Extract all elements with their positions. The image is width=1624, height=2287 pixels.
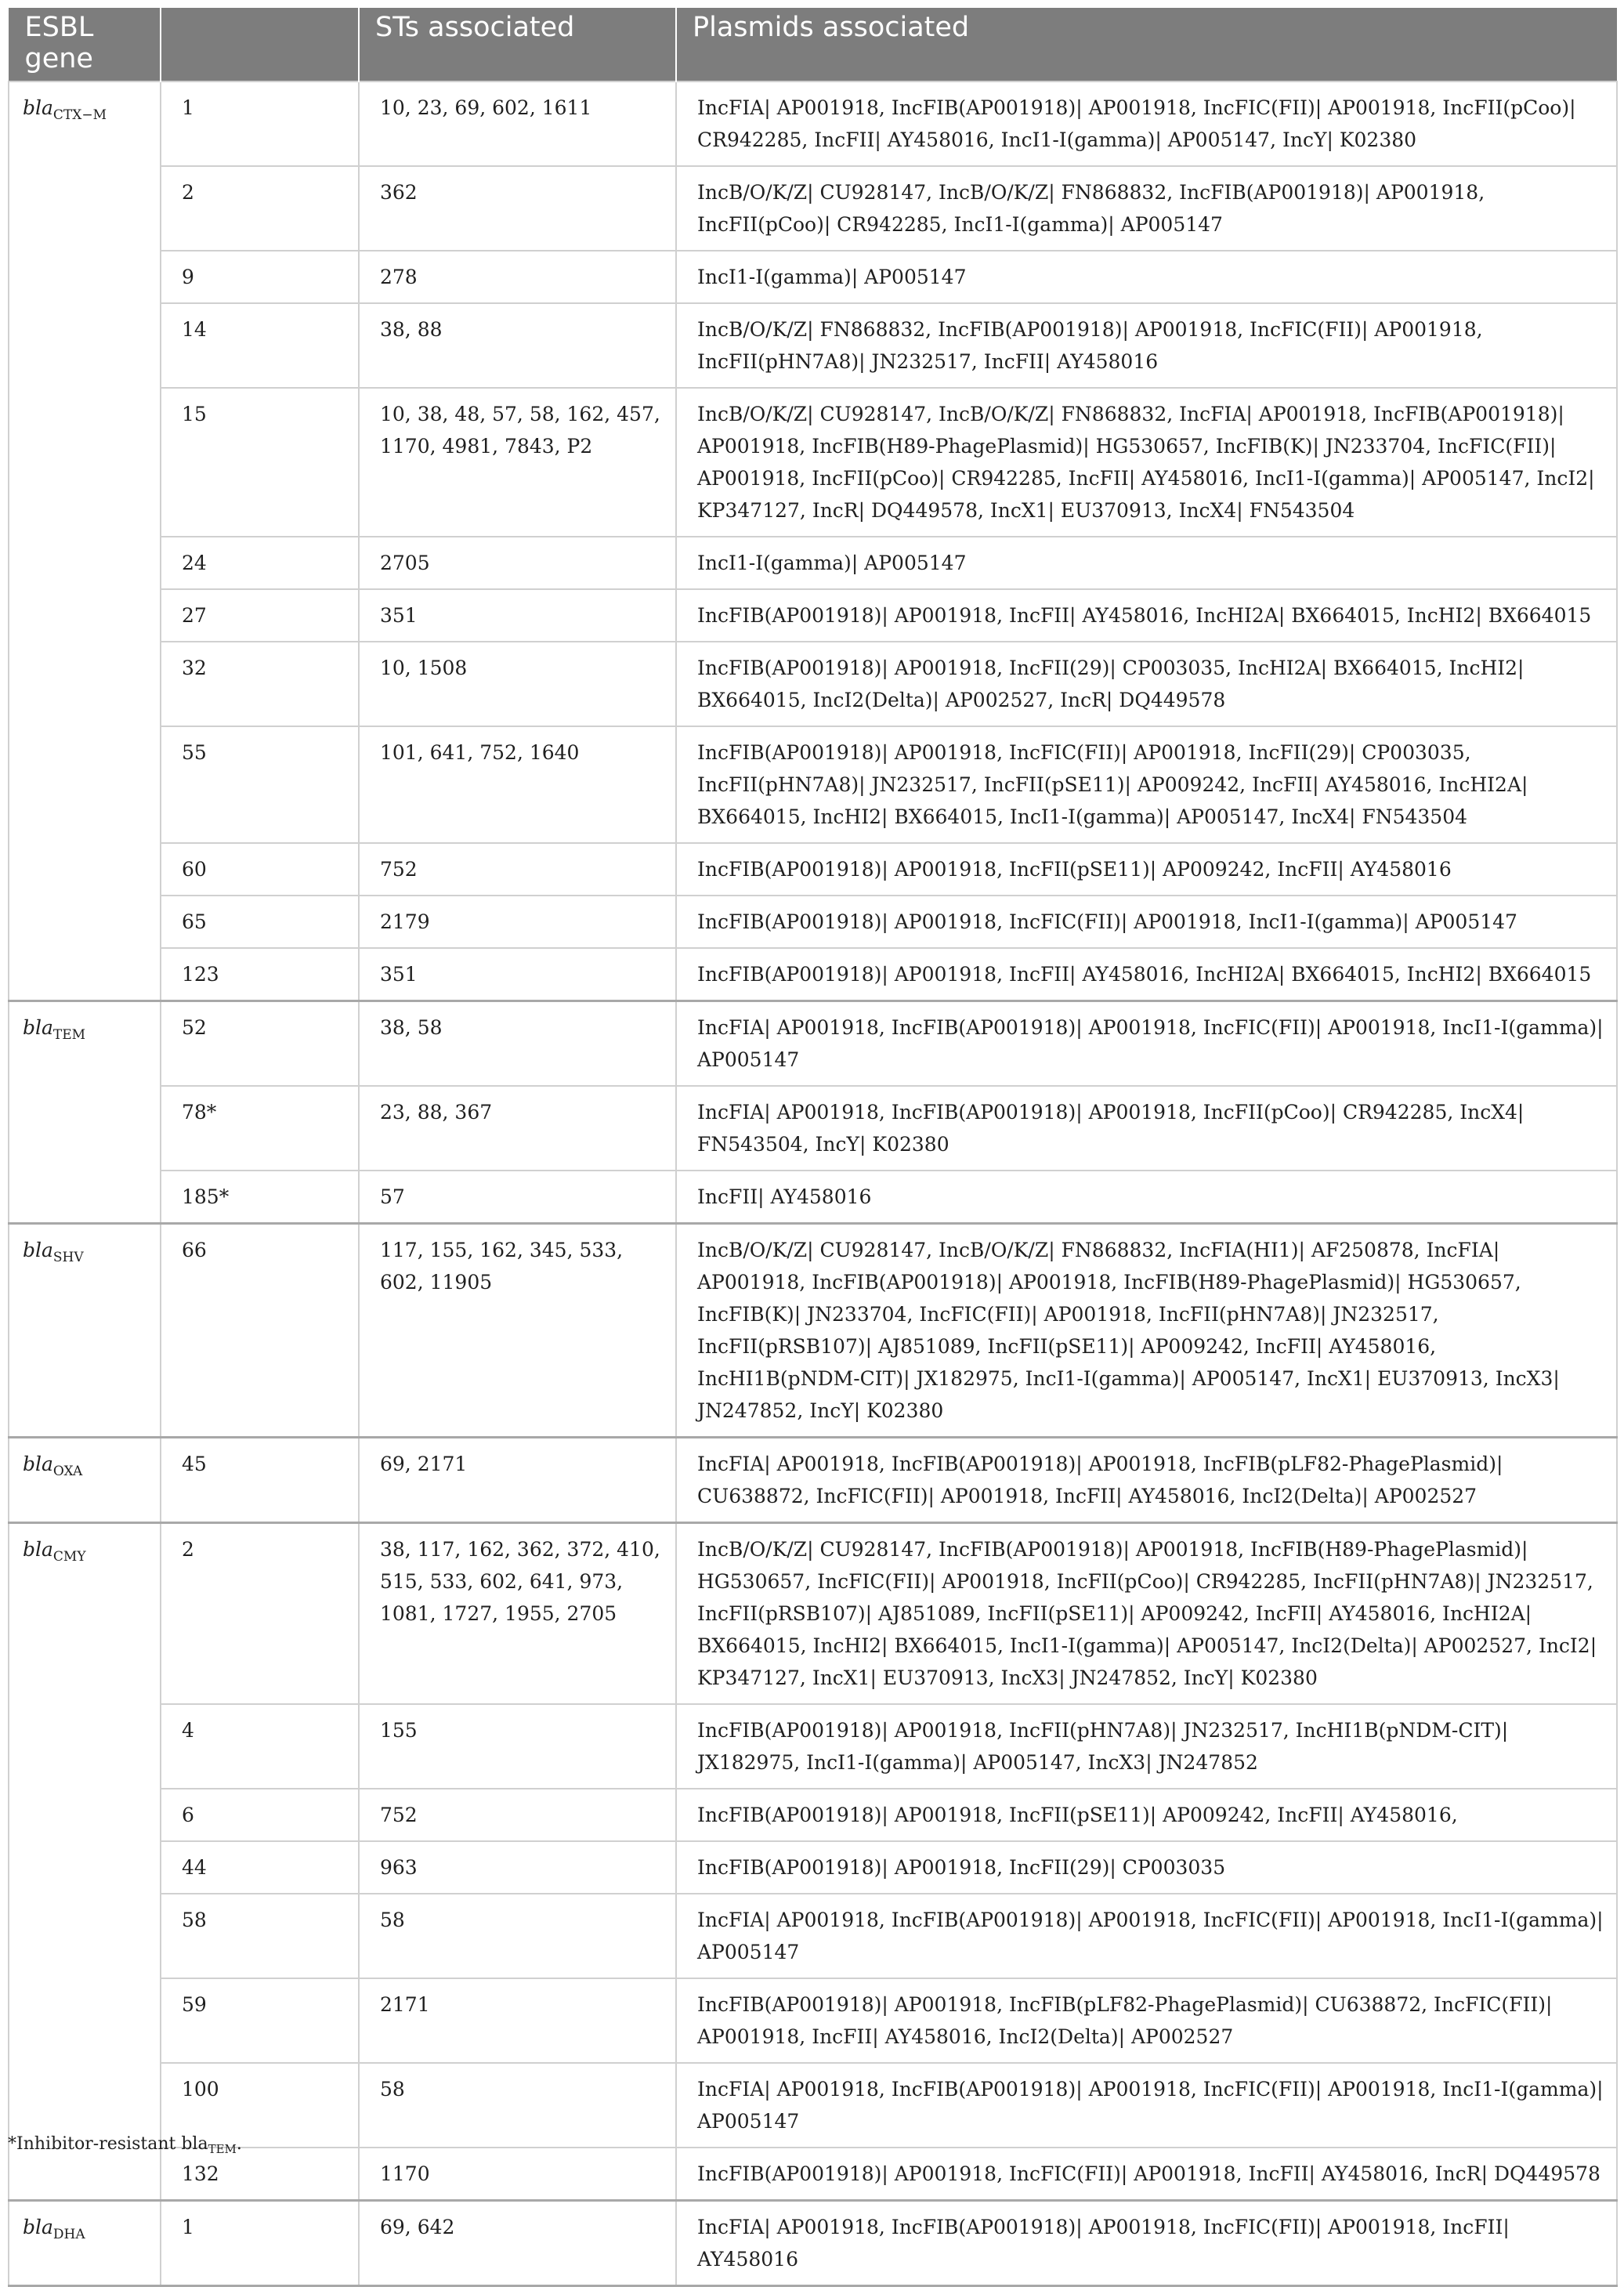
variant-cell: 2 (161, 166, 359, 251)
variant-cell: 6 (161, 1789, 359, 1841)
gene-name-prefix: bla (23, 1453, 53, 1475)
table-row (9, 726, 1617, 843)
plasmids-cell: IncB/O/K/Z| FN868832, IncFIB(AP001918)| AP001918, IncFIC(FII)| AP001918, IncFII(pHN7A8)| JN232517, IncFII| AY458016 (676, 303, 1617, 388)
footnote-text: *Inhibitor-resistant bla (8, 2134, 208, 2154)
variant-cell: 14 (161, 303, 359, 388)
variant-cell: 24 (161, 537, 359, 589)
table-row (9, 2063, 1617, 2148)
plasmids-cell: IncI1-I(gamma)| AP005147 (676, 251, 1617, 303)
sts-cell: 2171 (359, 1978, 676, 2063)
variant-cell: 100 (161, 2063, 359, 2148)
table-row (9, 896, 1617, 948)
sts-cell: 351 (359, 948, 676, 1001)
sts-cell: 38, 88 (359, 303, 676, 388)
plasmids-cell: IncFIA| AP001918, IncFIB(AP001918)| AP001918, IncFIC(FII)| AP001918, IncFII| AY458016 (676, 2201, 1617, 2286)
variant-cell: 44 (161, 1841, 359, 1894)
table-row (9, 251, 1617, 303)
variant-cell: 132 (161, 2148, 359, 2201)
esbl-gene-cell (9, 1523, 161, 2201)
plasmids-cell: IncB/O/K/Z| CU928147, IncB/O/K/Z| FN868832, IncFIB(AP001918)| AP001918, IncFII(pCoo)| CR942285, IncI1-I(gamma)| AP005147 (676, 166, 1617, 251)
footnote (8, 2133, 242, 2156)
sts-cell: 69, 642 (359, 2201, 676, 2286)
variant-cell: 27 (161, 589, 359, 642)
sts-cell: 351 (359, 589, 676, 642)
variant-cell: 52 (161, 1001, 359, 1087)
table-row (9, 1789, 1617, 1841)
variant-cell: 58 (161, 1894, 359, 1978)
gene-name-prefix: bla (23, 2216, 53, 2238)
table-row (9, 388, 1617, 537)
plasmids-cell: IncB/O/K/Z| CU928147, IncB/O/K/Z| FN868832, IncFIA(HI1)| AF250878, IncFIA| AP001918, IncFIB(AP001918)| AP001918, IncFIB(H89-PhagePlasmid)| HG530657, IncFIB(K)| JN233704, IncFIC(FII)| AP001918, IncFII(pHN7A8)| JN232517, IncFII(pRSB107)| AJ851089, IncFII(pSE11)| AP009242, IncFII| AY458016, IncHI1B(pNDM-CIT)| JX182975, IncI1-I(gamma)| AP005147, IncX1| EU370913, IncX3| JN247852, IncY| K02380 (676, 1224, 1617, 1438)
table-row (9, 1894, 1617, 1978)
gene-name-subscript: OXA (52, 1464, 83, 1479)
gene-name-subscript: CMY (52, 1549, 86, 1565)
header-esbl-gene: ESBL gene (9, 8, 161, 81)
plasmids-cell: IncFIA| AP001918, IncFIB(AP001918)| AP001918, IncFIC(FII)| AP001918, IncI1-I(gamma)| AP005147 (676, 1001, 1617, 1087)
variant-cell: 9 (161, 251, 359, 303)
table-header (9, 8, 1617, 81)
esbl-gene-cell (9, 1224, 161, 1438)
variant-cell: 1 (161, 2201, 359, 2286)
footnote-subscript: TEM (208, 2142, 237, 2156)
table-body (9, 81, 1617, 2286)
plasmids-cell: IncFIA| AP001918, IncFIB(AP001918)| AP001918, IncFIC(FII)| AP001918, IncI1-I(gamma)| AP005147 (676, 1894, 1617, 1978)
sts-cell: 117, 155, 162, 345, 533, 602, 11905 (359, 1224, 676, 1438)
plasmids-cell: IncFII| AY458016 (676, 1171, 1617, 1224)
table-row (9, 1086, 1617, 1171)
variant-cell: 4 (161, 1704, 359, 1789)
gene-name-subscript: CTX−M (52, 107, 107, 123)
table-row (9, 843, 1617, 896)
sts-cell: 963 (359, 1841, 676, 1894)
table-row (9, 948, 1617, 1001)
plasmids-cell: IncFIB(AP001918)| AP001918, IncFIC(FII)| AP001918, IncFII| AY458016, IncR| DQ449578 (676, 2148, 1617, 2201)
table-row (9, 1704, 1617, 1789)
variant-cell: 45 (161, 1438, 359, 1523)
sts-cell: 2179 (359, 896, 676, 948)
sts-cell: 2705 (359, 537, 676, 589)
plasmids-cell: IncFIB(AP001918)| AP001918, IncFIB(pLF82-PhagePlasmid)| CU638872, IncFIC(FII)| AP001918, IncFII| AY458016, IncI2(Delta)| AP002527 (676, 1978, 1617, 2063)
table-row (9, 1001, 1617, 1087)
table-row (9, 1224, 1617, 1438)
plasmids-cell: IncB/O/K/Z| CU928147, IncB/O/K/Z| FN868832, IncFIA| AP001918, IncFIB(AP001918)| AP001918, IncFIB(H89-PhagePlasmid)| HG530657, IncFIB(K)| JN233704, IncFIC(FII)| AP001918, IncFII(pCoo)| CR942285, IncFII| AY458016, IncI1-I(gamma)| AP005147, IncI2| KP347127, IncR| DQ449578, IncX1| EU370913, IncX4| FN543504 (676, 388, 1617, 537)
sts-cell: 362 (359, 166, 676, 251)
sts-cell: 278 (359, 251, 676, 303)
plasmids-cell: IncFIA| AP001918, IncFIB(AP001918)| AP001918, IncFIB(pLF82-PhagePlasmid)| CU638872, IncFIC(FII)| AP001918, IncFII| AY458016, IncI2(Delta)| AP002527 (676, 1438, 1617, 1523)
table-row (9, 1171, 1617, 1224)
gene-name-subscript: TEM (52, 1027, 86, 1043)
plasmids-cell: IncFIA| AP001918, IncFIB(AP001918)| AP001918, IncFII(pCoo)| CR942285, IncX4| FN543504, IncY| K02380 (676, 1086, 1617, 1171)
table-row (9, 2148, 1617, 2201)
sts-cell: 752 (359, 1789, 676, 1841)
variant-cell: 65 (161, 896, 359, 948)
plasmids-cell: IncFIB(AP001918)| AP001918, IncFII| AY458016, IncHI2A| BX664015, IncHI2| BX664015 (676, 589, 1617, 642)
sts-cell: 752 (359, 843, 676, 896)
table-row (9, 2201, 1617, 2286)
header-variant (161, 8, 359, 81)
esbl-gene-cell (9, 81, 161, 1001)
variant-cell: 32 (161, 642, 359, 726)
header-plasmids-associated: Plasmids associated (676, 8, 1617, 81)
sts-cell: 58 (359, 1894, 676, 1978)
plasmids-cell: IncFIA| AP001918, IncFIB(AP001918)| AP001918, IncFIC(FII)| AP001918, IncFII(pCoo)| CR942285, IncFII| AY458016, IncI1-I(gamma)| AP005147, IncY| K02380 (676, 81, 1617, 166)
table-row (9, 166, 1617, 251)
plasmids-cell: IncFIB(AP001918)| AP001918, IncFIC(FII)| AP001918, IncFII(29)| CP003035, IncFII(pHN7A8)| JN232517, IncFII(pSE11)| AP009242, IncFII| AY458016, IncHI2A| BX664015, IncHI2| BX664015, IncI1-I(gamma)| AP005147, IncX4| FN543504 (676, 726, 1617, 843)
table-row (9, 642, 1617, 726)
table-row (9, 1841, 1617, 1894)
sts-cell: 1170 (359, 2148, 676, 2201)
plasmids-cell: IncFIB(AP001918)| AP001918, IncFII(29)| CP003035, IncHI2A| BX664015, IncHI2| BX664015, IncI2(Delta)| AP002527, IncR| DQ449578 (676, 642, 1617, 726)
esbl-gene-cell (9, 1001, 161, 1224)
gene-name-prefix: bla (23, 96, 53, 119)
table-row (9, 537, 1617, 589)
sts-cell: 69, 2171 (359, 1438, 676, 1523)
plasmids-cell: IncFIB(AP001918)| AP001918, IncFII(pSE11)| AP009242, IncFII| AY458016, (676, 1789, 1617, 1841)
sts-cell: 101, 641, 752, 1640 (359, 726, 676, 843)
table-row (9, 1523, 1617, 1705)
variant-cell: 1 (161, 81, 359, 166)
sts-cell: 57 (359, 1171, 676, 1224)
variant-cell: 66 (161, 1224, 359, 1438)
plasmids-cell: IncFIB(AP001918)| AP001918, IncFII| AY458016, IncHI2A| BX664015, IncHI2| BX664015 (676, 948, 1617, 1001)
sts-cell: 10, 1508 (359, 642, 676, 726)
variant-cell: 60 (161, 843, 359, 896)
sts-cell: 10, 38, 48, 57, 58, 162, 457, 1170, 4981, 7843, P2 (359, 388, 676, 537)
variant-cell: 2 (161, 1523, 359, 1705)
gene-name-subscript: SHV (52, 1250, 84, 1265)
gene-name-prefix: bla (23, 1538, 53, 1561)
gene-name-prefix: bla (23, 1239, 53, 1261)
plasmids-cell: IncFIB(AP001918)| AP001918, IncFII(pHN7A8)| JN232517, IncHI1B(pNDM-CIT)| JX182975, IncI1-I(gamma)| AP005147, IncX3| JN247852 (676, 1704, 1617, 1789)
variant-cell: 55 (161, 726, 359, 843)
plasmids-cell: IncFIB(AP001918)| AP001918, IncFIC(FII)| AP001918, IncI1-I(gamma)| AP005147 (676, 896, 1617, 948)
header-sts-associated: STs associated (359, 8, 676, 81)
plasmids-cell: IncFIB(AP001918)| AP001918, IncFII(29)| CP003035 (676, 1841, 1617, 1894)
table-row (9, 81, 1617, 166)
plasmids-cell: IncB/O/K/Z| CU928147, IncFIB(AP001918)| AP001918, IncFIB(H89-PhagePlasmid)| HG530657, IncFIC(FII)| AP001918, IncFII(pCoo)| CR942285, IncFII(pHN7A8)| JN232517, IncFII(pRSB107)| AJ851089, IncFII(pSE11)| AP009242, IncFII| AY458016, IncHI2A| BX664015, IncHI2| BX664015, IncI1-I(gamma)| AP005147, IncI2(Delta)| AP002527, IncI2| KP347127, IncX1| EU370913, IncX3| JN247852, IncY| K02380 (676, 1523, 1617, 1705)
table-row (9, 303, 1617, 388)
gene-name-subscript: DHA (52, 2227, 85, 2242)
table-row (9, 589, 1617, 642)
sts-cell: 38, 117, 162, 362, 372, 410, 515, 533, 602, 641, 973, 1081, 1727, 1955, 2705 (359, 1523, 676, 1705)
esbl-table (8, 8, 1618, 2287)
sts-cell: 58 (359, 2063, 676, 2148)
variant-cell: 123 (161, 948, 359, 1001)
header-row (9, 8, 1617, 81)
esbl-gene-cell (9, 2201, 161, 2286)
sts-cell: 38, 58 (359, 1001, 676, 1087)
plasmids-cell: IncI1-I(gamma)| AP005147 (676, 537, 1617, 589)
esbl-gene-cell (9, 1438, 161, 1523)
variant-cell: 185* (161, 1171, 359, 1224)
variant-cell: 15 (161, 388, 359, 537)
variant-cell: 78* (161, 1086, 359, 1171)
plasmids-cell: IncFIB(AP001918)| AP001918, IncFII(pSE11)| AP009242, IncFII| AY458016 (676, 843, 1617, 896)
table-row (9, 1438, 1617, 1523)
sts-cell: 10, 23, 69, 602, 1611 (359, 81, 676, 166)
sts-cell: 23, 88, 367 (359, 1086, 676, 1171)
plasmids-cell: IncFIA| AP001918, IncFIB(AP001918)| AP001918, IncFIC(FII)| AP001918, IncI1-I(gamma)| AP005147 (676, 2063, 1617, 2148)
gene-name-prefix: bla (23, 1016, 53, 1039)
variant-cell: 59 (161, 1978, 359, 2063)
sts-cell: 155 (359, 1704, 676, 1789)
table-row (9, 1978, 1617, 2063)
footnote-end: . (236, 2134, 242, 2154)
